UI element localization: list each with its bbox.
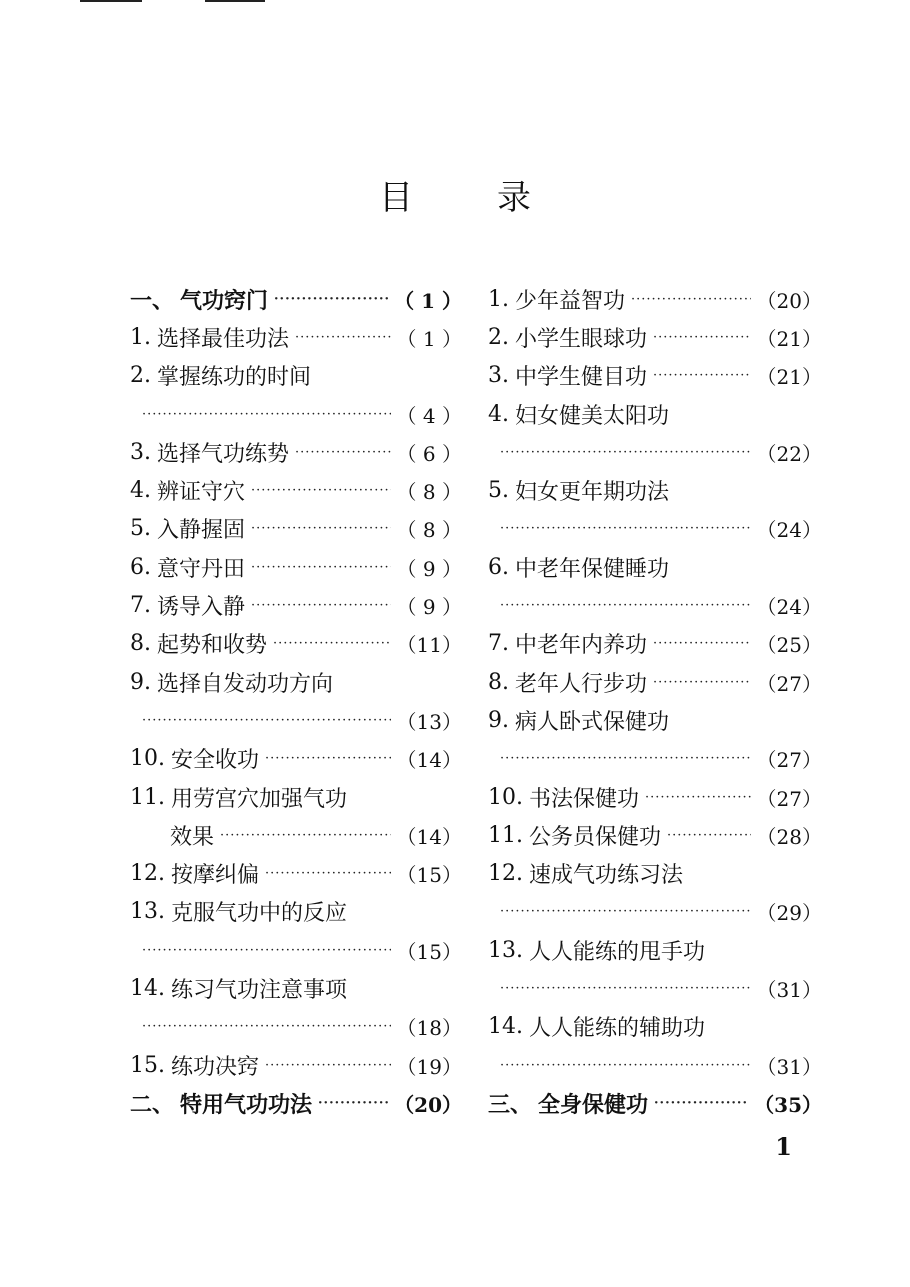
toc-entry-number: 8. [130,631,151,657]
toc-entry-title: 掌握练功的时间 [157,365,312,391]
dot-leader [265,1058,391,1073]
dot-leader [653,636,751,651]
toc-entry-title: 克服气功中的反应 [171,901,348,927]
toc-entry-page: （31） [756,1054,822,1079]
toc-entry [488,663,822,701]
dot-leader [265,866,391,881]
toc-entry-title: 妇女健美太阳功 [515,403,670,429]
dot-leader [500,521,751,536]
dot-leader [500,445,751,460]
toc-entry-page: （20） [394,1092,462,1117]
dot-leader [274,292,388,307]
toc-entry-number: 12. [130,861,165,887]
toc-entry-title: 入静握固 [157,518,246,544]
toc-entry-number: 4. [130,478,151,504]
toc-entry-page: （24） [756,595,822,620]
toc-entry-number: 13. [488,937,523,963]
toc-entry [130,740,462,778]
toc-entry-title: 选择最佳功法 [157,326,290,352]
toc-entry [130,357,462,395]
toc-entry [488,433,822,471]
toc-entry-page: （25） [756,633,822,658]
toc-entry-page: （21） [756,326,822,351]
toc-entry [130,854,462,892]
toc-entry-number: 9. [488,707,509,733]
toc-entry-number: 8. [488,669,509,695]
dot-leader [318,1096,388,1111]
toc-entry-page: （31） [756,977,822,1002]
toc-entry-page: （18） [396,1016,462,1041]
toc-entry-number: 9. [130,669,151,695]
toc-entry [488,740,822,778]
toc-entry [488,854,822,892]
dot-leader [500,981,751,996]
toc-entry-number: 14. [130,975,165,1001]
dot-leader [251,521,391,536]
dot-leader [251,483,391,498]
dot-leader [251,598,391,613]
page-number: 1 [775,1132,792,1161]
toc-entry [130,893,462,931]
toc-entry-page: （35） [754,1092,822,1117]
toc-entry-page: （22） [756,441,822,466]
toc-entry-number: 6. [488,554,509,580]
toc-entry [130,510,462,548]
toc-entry [488,969,822,1007]
dot-leader [220,828,391,843]
page-title [0,170,910,219]
toc-entry-number: 15. [130,1052,165,1078]
dot-leader [631,292,751,307]
toc-entry [488,816,822,854]
toc-entry-page: （28） [756,824,822,849]
toc-entry [130,701,462,739]
toc-entry-page: （15） [396,939,462,964]
toc-entry-page: （ 8 ） [396,480,462,505]
toc-entry-number: 三、 [488,1091,533,1118]
toc-entry-title: 全身保健功 [538,1091,649,1118]
toc-entry-title: 妇女更年期功法 [515,480,670,506]
toc-entry [488,1008,822,1046]
toc-entry-number: 3. [130,439,151,465]
dot-leader [295,330,391,345]
toc-entry [488,357,822,395]
dot-leader [251,560,391,575]
toc-entry-title: 按摩纠偏 [171,863,260,889]
toc-entry-number: 6. [130,554,151,580]
toc-entry-title: 人人能练的甩手功 [529,939,706,965]
toc-entry [130,625,462,663]
toc-entry-title: 少年益智功 [515,288,626,314]
dot-leader [645,790,751,805]
toc-entry-title: 人人能练的辅助功 [529,1016,706,1042]
toc-entry-title: 安全收功 [171,748,260,774]
toc-entry [488,931,822,969]
dot-leader [500,751,751,766]
toc-entry [488,778,822,816]
toc-entry-title: 老年人行步功 [515,671,648,697]
dot-leader [653,330,751,345]
toc-entry-page: （14） [396,824,462,849]
toc-entry-number: 7. [488,631,509,657]
toc-entry-page: （11） [396,633,462,658]
toc-entry-page: （27） [756,748,822,773]
toc-entry-number: 5. [488,478,509,504]
toc-entry-page: （20） [756,288,822,313]
toc-entry-page: （24） [756,518,822,543]
toc-entry [488,471,822,509]
toc-entry-number: 10. [130,746,165,772]
toc-entry [130,395,462,433]
toc-entry [488,318,822,356]
toc-entry-number: 一、 [130,287,175,314]
dot-leader [653,675,751,690]
toc-entry-number: 7. [130,593,151,619]
toc-entry-page: （27） [756,671,822,696]
toc-entry [130,778,462,816]
toc-column-right [488,280,822,1123]
toc-entry-number: 1. [488,286,509,312]
toc-entry-page: （14） [396,748,462,773]
toc-entry-title: 中老年保健睡功 [515,556,670,582]
dot-leader [142,943,391,958]
toc-entry-number: 4. [488,401,509,427]
dot-leader [500,1058,751,1073]
toc-entry-page: （19） [396,1054,462,1079]
toc-entry [488,893,822,931]
toc-entry [488,1084,822,1122]
dot-leader [142,407,391,422]
toc-entry-number: 3. [488,363,509,389]
toc-entry [488,586,822,624]
toc-entry-number: 11. [130,784,165,810]
title-char-1: 目 [379,178,413,218]
toc-entry-page: （ 1 ） [394,288,462,313]
toc-entry-page: （ 9 ） [396,595,462,620]
toc-entry-number: 1. [130,324,151,350]
toc-entry-number: 12. [488,861,523,887]
toc-entry-title: 特用气功功法 [180,1091,313,1118]
toc-entry-number: 5. [130,516,151,542]
dot-leader [500,598,751,613]
toc-entry-title: 意守丹田 [157,556,246,582]
title-char-2: 录 [497,178,531,218]
top-rule-right [205,0,265,2]
toc-entry-page: （ 9 ） [396,556,462,581]
toc-entry [130,1046,462,1084]
toc-entry-page: （ 8 ） [396,518,462,543]
top-rule-left [80,0,142,2]
toc-entry-page: （15） [396,863,462,888]
toc-entry-title: 中学生健目功 [515,365,648,391]
toc-entry-title: 起势和收势 [157,633,268,659]
toc-entry-page: （13） [396,709,462,734]
toc-entry-number: 11. [488,822,523,848]
toc-entry [488,280,822,318]
dot-leader [500,904,751,919]
dot-leader [265,751,391,766]
toc-entry [488,1046,822,1084]
toc-entry [130,931,462,969]
toc-entry-title: 练功决窍 [171,1054,260,1080]
toc-entry [130,816,462,854]
toc-entry [488,510,822,548]
toc-entry [130,471,462,509]
toc-entry-page: （29） [756,901,822,926]
toc-entry [130,1084,462,1122]
toc-entry-page: （ 6 ） [396,441,462,466]
toc-entry-title: 辨证守穴 [157,480,246,506]
toc-entry-number: 10. [488,784,523,810]
toc-entry [130,586,462,624]
toc-column-left [130,280,462,1123]
toc-entry-number: 14. [488,1014,523,1040]
toc-entry-page: （ 1 ） [396,326,462,351]
toc-entry [488,625,822,663]
toc-entry-title: 诱导入静 [157,595,246,621]
toc-entry-title: 效果 [170,824,215,850]
dot-leader [142,713,391,728]
toc-entry-title: 用劳宫穴加强气功 [171,786,348,812]
toc-entry [130,1008,462,1046]
toc-entry [130,969,462,1007]
toc-entry-title: 中老年内养功 [515,633,648,659]
toc-entry [488,548,822,586]
toc-entry [130,280,462,318]
dot-leader [654,1096,748,1111]
toc-entry-page: （27） [756,786,822,811]
toc-entry-title: 选择自发动功方向 [157,671,334,697]
toc-entry-title: 练习气功注意事项 [171,977,348,1003]
toc-entry-page: （ 4 ） [396,403,462,428]
toc-entry-title: 小学生眼球功 [515,326,648,352]
toc-entry [130,318,462,356]
toc-entry [130,663,462,701]
toc-entry-number: 二、 [130,1091,175,1118]
dot-leader [667,828,751,843]
dot-leader [273,636,391,651]
toc-entry-title: 书法保健功 [529,786,640,812]
toc-entry-number: 13. [130,899,165,925]
toc-entry-title: 气功窍门 [180,287,269,314]
toc-entry-title: 速成气功练习法 [529,863,684,889]
dot-leader [653,368,751,383]
toc-entry [488,395,822,433]
toc-entry-title: 选择气功练势 [157,441,290,467]
toc-entry-page: （21） [756,365,822,390]
toc-entry [130,548,462,586]
toc-entry [488,701,822,739]
toc-entry-number: 2. [130,363,151,389]
dot-leader [142,1019,391,1034]
dot-leader [295,445,391,460]
toc-entry-title: 公务员保健功 [529,824,662,850]
toc-entry [130,433,462,471]
toc-entry-number: 2. [488,324,509,350]
toc-entry-title: 病人卧式保健功 [515,709,670,735]
